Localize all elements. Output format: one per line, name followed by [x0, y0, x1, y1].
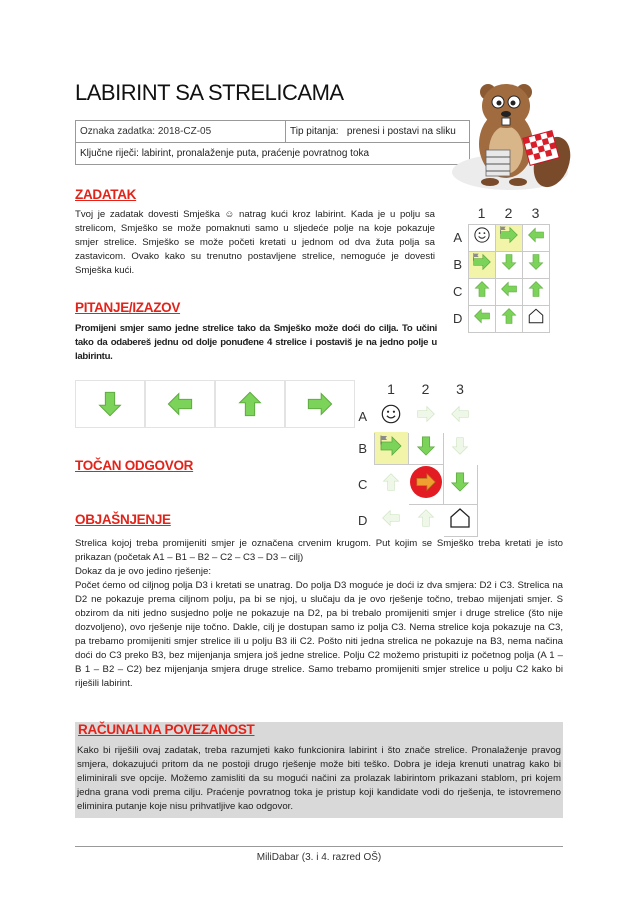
- house-icon: [527, 307, 545, 325]
- arrow-up-icon: [416, 508, 436, 528]
- option-arrow-down[interactable]: [75, 380, 145, 428]
- arrow-left-icon: [473, 307, 491, 325]
- maze-cell-a1: [468, 224, 495, 251]
- keywords: Ključne riječi: labirint, pronalaženje puta, praćenje povratnog toka: [76, 143, 470, 165]
- solution-cell-c1: [374, 464, 408, 504]
- row-label: B: [453, 257, 463, 272]
- maze-cell-c1: [468, 278, 495, 305]
- beaver-mascot-icon: [448, 62, 578, 192]
- option-arrow-right[interactable]: [285, 380, 355, 428]
- col-label: 3: [456, 380, 464, 397]
- arrow-down-icon: [450, 436, 470, 456]
- maze-cell-b2: [495, 251, 522, 278]
- solution-cell-a1: [374, 400, 408, 432]
- task-text: Tvoj je zadatak dovesti Smješka ☺ natrag kući kroz labirint. Kada je u polju sa strelicom, Smješko se može pomaknuti samo u sljedeće polje na koje pokazuje smjer strelice. Smješko se može početi kretati u jednom od dva žuta polja sa zastavicom. Ovako kako su trenutno postavljene strelice, nemoguće je dovesti Smješka kući.: [75, 209, 435, 276]
- maze-cell-b1: [468, 251, 495, 278]
- row-label: D: [453, 311, 463, 326]
- maze-solution-grid: [352, 378, 478, 537]
- arrow-down-icon: [96, 390, 124, 418]
- smiley-icon: [473, 226, 491, 244]
- question-type-label: Tip pitanja:: [290, 126, 339, 137]
- solution-cell-b2: [408, 432, 443, 464]
- arrow-left-icon: [166, 390, 194, 418]
- flag-right-arrow-icon: [499, 225, 519, 245]
- smiley-icon: [380, 403, 402, 425]
- section-explanation-heading: OBJAŠNJENJE: [75, 512, 171, 527]
- col-label: 2: [421, 380, 430, 397]
- option-arrow-left[interactable]: [145, 380, 215, 428]
- arrow-up-icon: [236, 390, 264, 418]
- arrow-up-icon: [473, 280, 491, 298]
- arrow-up-icon: [381, 472, 401, 492]
- maze-cell-c3: [522, 278, 549, 305]
- solution-cell-b3: [443, 432, 477, 464]
- arrow-up-icon: [527, 280, 545, 298]
- solution-cell-a2: [408, 400, 443, 432]
- section-answer-heading: TOČAN ODGOVOR: [75, 458, 194, 473]
- task-code: Oznaka zadatka: 2018-CZ-05: [76, 121, 286, 143]
- explanation-text: Strelica kojoj treba promijeniti smjer je označena crvenim krugom. Put kojim se Smješko treba kretati je isto prikazan (početak A1 – B1 – B2 – C2 – C3 – D3 – cilj) Dokaz da je ovo jedino rješenje: Počet ćemo od ciljnog polja D3 i kretati se unatrag. Do polja D3 moguće je doći iz dva smjera: D2 i C3. Strelica na D2 ne pokazuje prema ciljnom polju, pa bi se njoj, u slučaju da je ovo rješenje točno, trebao mijenjati smjer. S obzirom da niti jedno susjedno polje ne pokazuje na D2, pa bi trebalo promijeniti smjer i druge strelice (što nije dozvoljeno), ovo rješenje nije točno. Dakle, cilj je dostupan samo iz polja C3. Nema strelice koja pokazuje na C3, pa trebamo promijeniti smjer strelice ili u polju B3 ili C2. Pošto niti jedna strelica ne pokazuje na B3, nema načina doći do C3 preko B3, bez mijenjanja smjera još jedne strelice. Polju C2 možemo pristupiti iz početnog polja (A 1 – B 1 – B2 – C2) bez mijenjanja smjera druge strelice. Samo trebamo promijeniti smjer strelice u polju C2 kako bi riješili labirint.: [75, 538, 563, 689]
- solution-cell-b1: [374, 432, 408, 464]
- col-label: 2: [504, 204, 513, 221]
- arrow-left-icon: [450, 404, 470, 424]
- question-type-value: prenesi i postavi na sliku: [346, 126, 456, 137]
- page-footer: MiliDabar (3. i 4. razred OŠ): [256, 852, 382, 863]
- question-type: [286, 121, 470, 143]
- footer-divider: [75, 846, 563, 847]
- house-icon: [448, 506, 472, 530]
- maze-cell-b3: [522, 251, 549, 278]
- solution-cell-c3: [443, 464, 477, 504]
- maze-cell-a2: [495, 224, 522, 251]
- maze-cell-d3: [522, 305, 549, 332]
- changed-arrow-red-circle-icon: [409, 465, 443, 499]
- computing-connection-box: [75, 722, 563, 818]
- flag-right-arrow-icon: [379, 434, 403, 458]
- col-label: 3: [531, 204, 540, 221]
- page-title: LABIRINT SA STRELICAMA: [75, 80, 344, 105]
- section-question-heading: PITANJE/IZAZOV: [75, 300, 181, 315]
- solution-cell-a3: [443, 400, 477, 432]
- computing-text: Kako bi riješili ovaj zadatak, treba razumjeti kako funkcionira labirint i što znače strelice. Pronalaženje pravog smjera, dokazujući pritom da ne postoji drugo rješenje može biti teško. Dobra je ideja krenuti unatrag kako bi eliminirali sve opcije. Možemo zamisliti da su mogući načini za prolazak labirintom prikazani stablom, pri kojem jedna grana vodi prema cilju. Praćenje povratnog toka je pristup koji kandidate vodi do rješenja, te istovremeno eliminira putanje koje nisu prihvatljive kao odgovor.: [77, 745, 561, 812]
- arrow-left-icon: [500, 280, 518, 298]
- solution-cell-d2: [408, 504, 443, 536]
- arrow-down-icon: [415, 435, 437, 457]
- col-label: 1: [477, 204, 486, 221]
- row-label: C: [453, 284, 463, 299]
- task-meta-table: [75, 120, 470, 165]
- arrow-options: [75, 380, 355, 428]
- maze-initial-grid: [448, 202, 550, 333]
- question-text: Promijeni smjer samo jedne strelice tako da Smješko može doći do cilja. To učini tako da odabereš jednu od dolje ponuđene 4 strelice i postaviš je na jedno polje u labirintu.: [75, 323, 437, 362]
- arrow-right-icon: [306, 390, 334, 418]
- maze-cell-d2: [495, 305, 522, 332]
- solution-cell-d3: [443, 504, 477, 536]
- solution-cell-d1: [374, 504, 408, 536]
- arrow-left-icon: [527, 226, 545, 244]
- col-label: 1: [387, 380, 395, 397]
- row-label: A: [358, 408, 368, 424]
- maze-cell-d1: [468, 305, 495, 332]
- arrow-right-icon: [416, 404, 436, 424]
- option-arrow-up[interactable]: [215, 380, 285, 428]
- section-task-heading: ZADATAK: [75, 187, 137, 202]
- row-label: C: [358, 476, 368, 492]
- arrow-down-icon: [527, 253, 545, 271]
- row-label: A: [453, 230, 463, 245]
- arrow-down-icon: [449, 471, 471, 493]
- row-label: B: [358, 440, 368, 456]
- maze-cell-c2: [495, 278, 522, 305]
- row-label: D: [358, 512, 368, 528]
- arrow-down-icon: [500, 253, 518, 271]
- arrow-left-icon: [381, 508, 401, 528]
- maze-cell-a3: [522, 224, 549, 251]
- flag-right-arrow-icon: [472, 252, 492, 272]
- arrow-up-icon: [500, 307, 518, 325]
- solution-cell-c2: [408, 464, 443, 504]
- section-computing-heading: RAČUNALNA POVEZANOST: [78, 722, 255, 737]
